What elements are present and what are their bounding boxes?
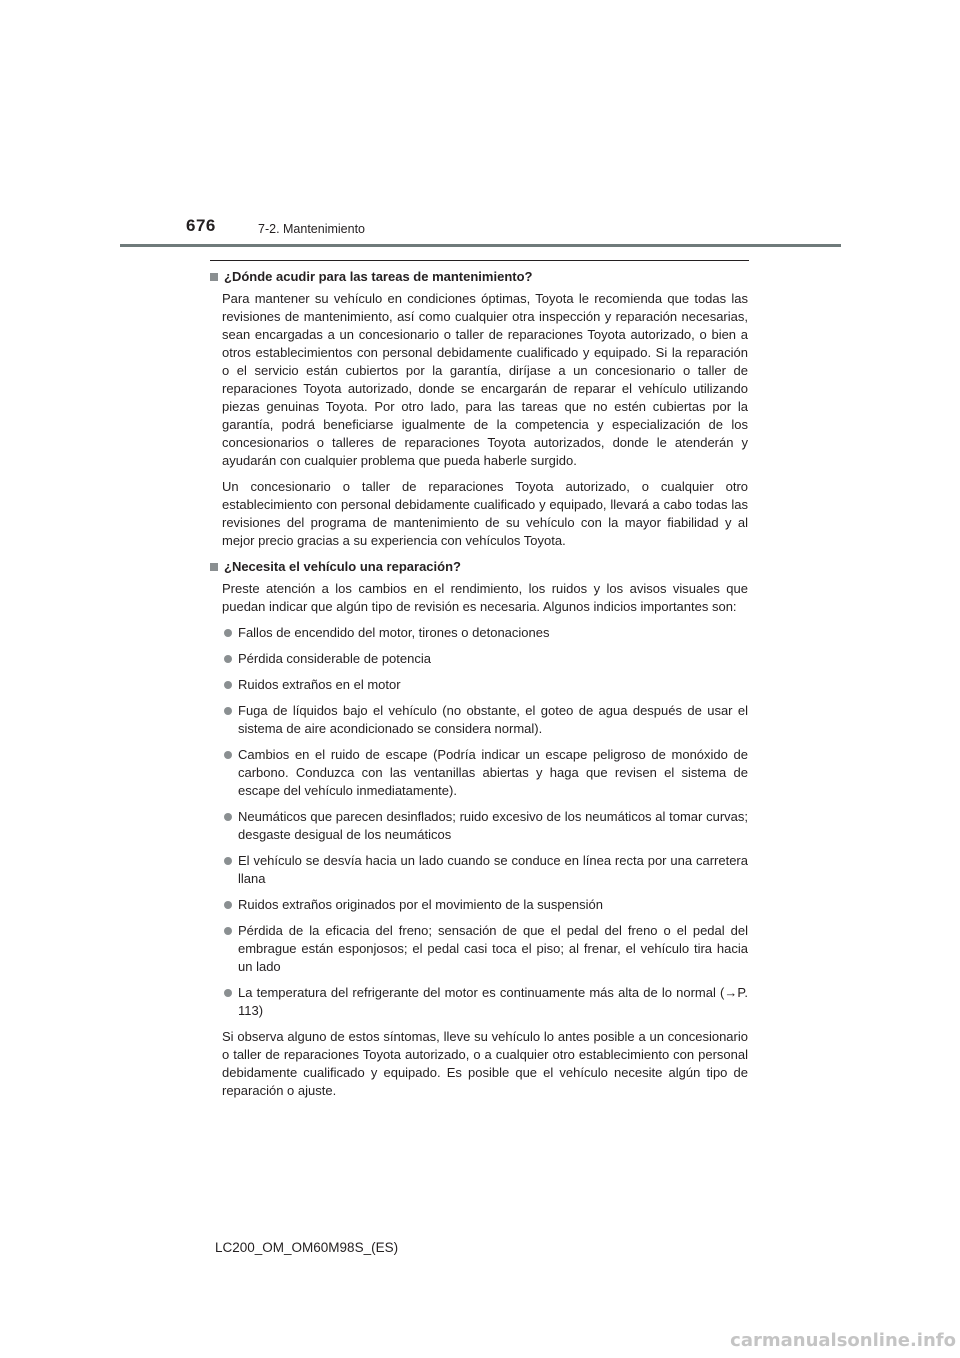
list-item-text: Cambios en el ruido de escape (Podría indicar un escape peligroso de monóxido de carbono. Conduzca con las ventanillas abiertas y haga que revisen el sistema de escape del vehículo inmediatamente). — [238, 747, 748, 798]
paragraph: Un concesionario o taller de reparaciones Toyota autorizado, o cualquier otro establecimiento con personal debidamente cualificado y equipado, llevará a cabo todas las revisiones del programa de mantenimiento de su vehículo con la mayor fiabilidad y al mejor precio gracias a su experiencia con vehículos Toyota. — [222, 479, 748, 548]
round-bullet-icon — [224, 751, 232, 759]
square-bullet-icon — [210, 563, 218, 571]
header-rule — [120, 244, 841, 247]
list-item-text: Pérdida considerable de potencia — [238, 651, 431, 666]
list-item-text: Ruidos extraños en el motor — [238, 677, 401, 692]
list-item — [210, 808, 748, 844]
list-item-text: Pérdida de la eficacia del freno; sensación de que el pedal del freno o el pedal del embrague están esponjosos; el pedal casi toca el piso; al frenar, el vehículo tira hacia un lado — [238, 923, 748, 974]
list-item-text: Neumáticos que parecen desinflados; ruido excesivo de los neumáticos al tomar curvas; desgaste desigual de los neumáticos — [238, 809, 748, 842]
round-bullet-icon — [224, 655, 232, 663]
list-item — [210, 984, 748, 1020]
list-item-text: El vehículo se desvía hacia un lado cuando se conduce en línea recta por una carretera llana — [238, 853, 748, 886]
list-item — [210, 624, 748, 642]
list-item — [210, 650, 748, 668]
list-item — [210, 676, 748, 694]
round-bullet-icon — [224, 707, 232, 715]
list-item-text: Fuga de líquidos bajo el vehículo (no obstante, el goteo de agua después de usar el sistema de aire acondicionado se considera normal). — [238, 703, 748, 736]
watermark: carmanualsonline.info — [730, 1330, 956, 1351]
section-heading-text: ¿Necesita el vehículo una reparación? — [224, 559, 461, 574]
page-number: 676 — [186, 216, 216, 235]
list-item-text: Fallos de encendido del motor, tirones o detonaciones — [238, 625, 550, 640]
round-bullet-icon — [224, 927, 232, 935]
paragraph: Preste atención a los cambios en el rendimiento, los ruidos y los avisos visuales que puedan indicar que algún tipo de revisión es necesaria. Algunos indicios importantes son: — [222, 581, 748, 614]
list-item — [210, 896, 748, 914]
round-bullet-icon — [224, 629, 232, 637]
section-heading — [210, 558, 748, 576]
round-bullet-icon — [224, 857, 232, 865]
round-bullet-icon — [224, 813, 232, 821]
round-bullet-icon — [224, 989, 232, 997]
paragraph: Para mantener su vehículo en condiciones óptimas, Toyota le recomienda que todas las revisiones de mantenimiento, así como cualquier otra inspección y reparación necesarias, sean encargadas a un concesionario o taller de reparaciones Toyota autorizado, o bien a otros establecimientos con personal debidamente cualificado y equipado. Si la reparación o el servicio están cubiertos por la garantía, diríjase a un concesionario o taller de reparaciones Toyota autorizado, donde se encargarán de reparar el vehículo utilizando piezas genuinas Toyota. Por otro lado, para las tareas que no estén cubiertas por la garantía, podrá beneficiarse igualmente de la competencia y especialización de los concesionarios o talleres de reparaciones Toyota autorizados, donde le atenderán y ayudarán con cualquier problema que pueda haberle surgido. — [222, 291, 748, 468]
list-item — [210, 852, 748, 888]
page-content — [210, 268, 748, 1108]
list-item — [210, 702, 748, 738]
section-heading-text: ¿Dónde acudir para las tareas de mantenimiento? — [224, 269, 533, 284]
list-item — [210, 922, 748, 976]
paragraph: Si observa alguno de estos síntomas, lleve su vehículo lo antes posible a un concesionario o taller de reparaciones Toyota autorizado, o a cualquier otro establecimiento con personal debidamente cualificado y equipado. Es posible que el vehículo necesite algún tipo de reparación o ajuste. — [222, 1029, 748, 1098]
list-item — [210, 746, 748, 800]
round-bullet-icon — [224, 681, 232, 689]
round-bullet-icon — [224, 901, 232, 909]
section-heading — [210, 268, 748, 286]
list-item-text: La temperatura del refrigerante del motor es continuamente más alta de lo normal (→P. 113) — [238, 985, 748, 1018]
section-rule — [210, 260, 749, 261]
list-item-text: Ruidos extraños originados por el movimiento de la suspensión — [238, 897, 603, 912]
chapter-title: 7-2. Mantenimiento — [258, 222, 366, 236]
square-bullet-icon — [210, 273, 218, 281]
footer-doc-code: LC200_OM_OM60M98S_(ES) — [215, 1240, 399, 1255]
